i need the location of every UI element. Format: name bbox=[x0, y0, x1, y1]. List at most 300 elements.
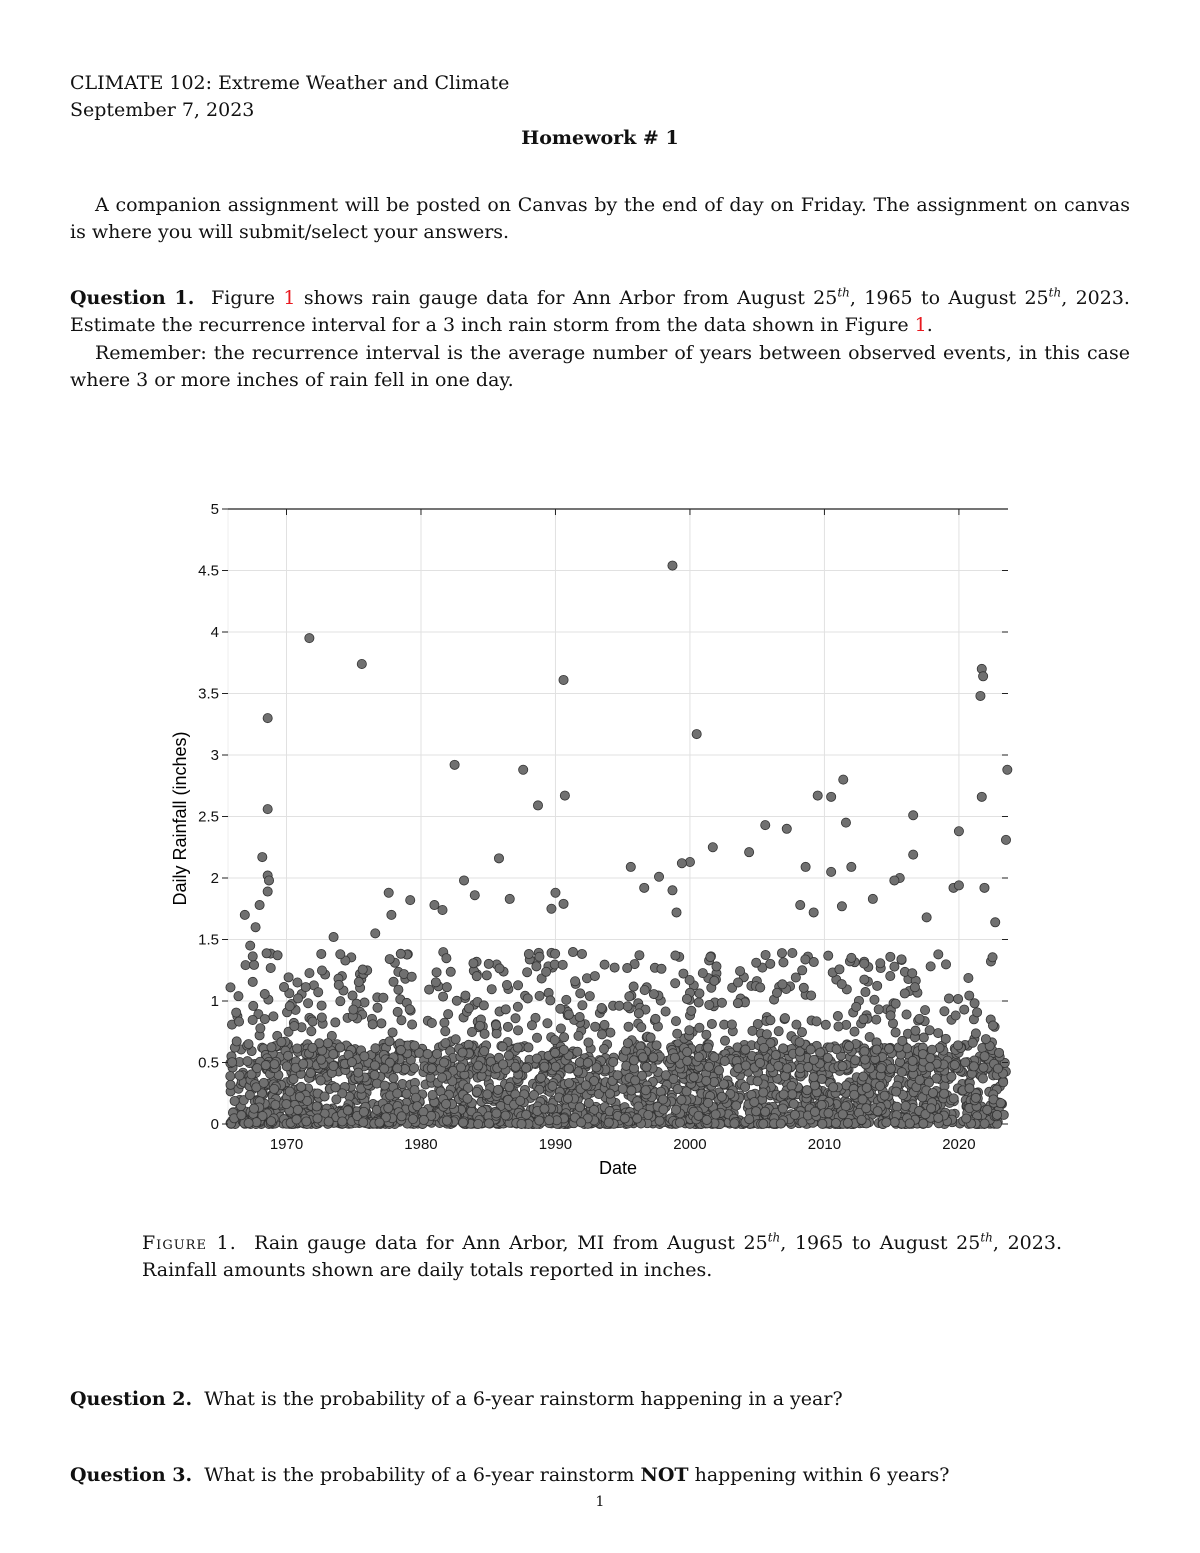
data-point bbox=[638, 1053, 647, 1062]
data-point bbox=[886, 1011, 895, 1020]
data-point bbox=[266, 963, 275, 972]
data-point bbox=[922, 913, 931, 922]
data-point bbox=[235, 1071, 244, 1080]
data-point bbox=[475, 1021, 484, 1030]
data-point bbox=[745, 1115, 754, 1124]
figure-ref-link[interactable]: 1 bbox=[914, 314, 927, 336]
data-point bbox=[559, 675, 568, 684]
data-point bbox=[501, 1005, 510, 1014]
data-point bbox=[908, 1056, 917, 1065]
data-point bbox=[801, 955, 810, 964]
data-point bbox=[234, 992, 243, 1001]
data-point bbox=[782, 824, 791, 833]
q1-text-b: , 1965 to August 25 bbox=[849, 287, 1049, 309]
data-point bbox=[559, 899, 568, 908]
data-point bbox=[467, 1027, 476, 1036]
data-point bbox=[423, 1049, 432, 1058]
q1-text-figure: Figure bbox=[211, 287, 276, 309]
data-point bbox=[529, 1090, 538, 1099]
data-point bbox=[264, 876, 273, 885]
q1-text-d: . bbox=[926, 314, 933, 336]
figure-ref-link[interactable]: 1 bbox=[283, 287, 296, 309]
data-point bbox=[410, 1063, 419, 1072]
data-point bbox=[872, 1015, 881, 1024]
data-point bbox=[640, 883, 649, 892]
data-point bbox=[609, 1057, 618, 1066]
data-point bbox=[859, 1015, 868, 1024]
data-point bbox=[682, 994, 691, 1003]
data-point bbox=[511, 1014, 520, 1023]
data-point bbox=[484, 1119, 493, 1128]
data-point bbox=[255, 900, 264, 909]
data-point bbox=[260, 1014, 269, 1023]
data-point bbox=[556, 1024, 565, 1033]
data-point bbox=[293, 1105, 302, 1114]
data-point bbox=[980, 1052, 989, 1061]
data-point bbox=[824, 951, 833, 960]
data-point bbox=[464, 1004, 473, 1013]
data-point bbox=[704, 1062, 713, 1071]
data-point bbox=[669, 1074, 678, 1083]
data-point bbox=[857, 1115, 866, 1124]
data-point bbox=[885, 1044, 894, 1053]
data-point bbox=[649, 989, 658, 998]
data-point bbox=[312, 1102, 321, 1111]
data-point bbox=[798, 966, 807, 975]
data-point bbox=[717, 998, 726, 1007]
data-point bbox=[766, 959, 775, 968]
data-point bbox=[692, 729, 701, 738]
data-point bbox=[625, 992, 634, 1001]
data-point bbox=[788, 1090, 797, 1099]
data-point bbox=[821, 1020, 830, 1029]
data-point bbox=[237, 1111, 246, 1120]
data-point bbox=[901, 1101, 910, 1110]
question-2-text: What is the probability of a 6-year rainstorm happening in a year? bbox=[204, 1388, 843, 1410]
data-point bbox=[295, 1092, 304, 1101]
data-point bbox=[659, 1105, 668, 1114]
data-point bbox=[613, 1071, 622, 1080]
data-point bbox=[993, 1064, 1002, 1073]
data-point bbox=[474, 1061, 483, 1070]
data-point bbox=[227, 1058, 236, 1067]
y-tick-label: 4.5 bbox=[198, 562, 219, 580]
data-point bbox=[637, 1023, 646, 1032]
data-point bbox=[841, 818, 850, 827]
data-point bbox=[343, 1106, 352, 1115]
data-point bbox=[627, 1086, 636, 1095]
data-point bbox=[658, 1095, 667, 1104]
data-point bbox=[934, 1113, 943, 1122]
data-point bbox=[870, 995, 879, 1004]
data-point bbox=[269, 1012, 278, 1021]
data-point bbox=[972, 1008, 981, 1017]
data-point bbox=[980, 883, 989, 892]
data-point bbox=[720, 1036, 729, 1045]
data-point bbox=[623, 1002, 632, 1011]
x-tick-label: 2010 bbox=[807, 1136, 842, 1153]
data-point bbox=[651, 1014, 660, 1023]
data-point bbox=[262, 949, 271, 958]
data-point bbox=[915, 1075, 924, 1084]
data-point bbox=[953, 1041, 962, 1050]
y-tick-label: 2.5 bbox=[198, 808, 219, 826]
data-point bbox=[646, 1033, 655, 1042]
data-point bbox=[458, 1048, 467, 1057]
data-point bbox=[898, 1036, 907, 1045]
data-point bbox=[629, 982, 638, 991]
data-point bbox=[329, 932, 338, 941]
x-tick-label: 1980 bbox=[404, 1136, 438, 1153]
data-point bbox=[303, 999, 312, 1008]
data-point bbox=[359, 1107, 368, 1116]
data-point bbox=[792, 1020, 801, 1029]
data-point bbox=[623, 963, 632, 972]
data-point bbox=[516, 1096, 525, 1105]
data-point bbox=[542, 967, 551, 976]
data-point bbox=[450, 760, 459, 769]
data-point bbox=[644, 1110, 653, 1119]
data-point bbox=[708, 843, 717, 852]
data-point bbox=[527, 1021, 536, 1030]
caption-label: Figure 1. bbox=[142, 1232, 237, 1254]
data-point bbox=[934, 1028, 943, 1037]
data-point bbox=[671, 1016, 680, 1025]
caption-text-a: Rain gauge data for Ann Arbor, MI from August 25 bbox=[254, 1232, 768, 1254]
data-point bbox=[442, 983, 451, 992]
data-point bbox=[260, 989, 269, 998]
data-point bbox=[501, 1111, 510, 1120]
data-point bbox=[442, 1116, 451, 1125]
data-point bbox=[668, 561, 677, 570]
data-point bbox=[890, 962, 899, 971]
data-point bbox=[809, 1073, 818, 1082]
data-point bbox=[439, 1058, 448, 1067]
data-point bbox=[282, 1100, 291, 1109]
data-point bbox=[965, 1084, 974, 1093]
data-point bbox=[661, 1007, 670, 1016]
data-point bbox=[258, 852, 267, 861]
data-point bbox=[837, 902, 846, 911]
data-point bbox=[604, 1118, 613, 1127]
data-point bbox=[939, 1089, 948, 1098]
data-point bbox=[317, 966, 326, 975]
data-point bbox=[547, 904, 556, 913]
data-point bbox=[583, 1058, 592, 1067]
data-point bbox=[752, 1107, 761, 1116]
data-point bbox=[535, 1116, 544, 1125]
data-point bbox=[305, 968, 314, 977]
data-point bbox=[980, 1119, 989, 1128]
question-2-label: Question 2. bbox=[70, 1388, 193, 1410]
data-point bbox=[652, 1041, 661, 1050]
data-point bbox=[606, 1028, 615, 1037]
data-point bbox=[712, 962, 721, 971]
data-point bbox=[357, 659, 366, 668]
data-point bbox=[232, 1008, 241, 1017]
data-point bbox=[385, 954, 394, 963]
data-point bbox=[495, 964, 504, 973]
data-point bbox=[577, 1118, 586, 1127]
data-point bbox=[953, 994, 962, 1003]
data-point bbox=[348, 991, 357, 1000]
data-point bbox=[523, 968, 532, 977]
data-point bbox=[244, 1118, 253, 1127]
data-point bbox=[635, 951, 644, 960]
data-point bbox=[897, 955, 906, 964]
data-point bbox=[358, 965, 367, 974]
data-point bbox=[720, 1056, 729, 1065]
data-point bbox=[532, 1033, 541, 1042]
data-point bbox=[823, 1053, 832, 1062]
data-point bbox=[927, 1104, 936, 1113]
data-point bbox=[860, 975, 869, 984]
data-point bbox=[493, 1085, 502, 1094]
data-point bbox=[759, 1119, 768, 1128]
data-point bbox=[354, 1068, 363, 1077]
data-point bbox=[379, 993, 388, 1002]
data-point bbox=[317, 949, 326, 958]
data-point bbox=[407, 972, 416, 981]
data-point bbox=[961, 1058, 970, 1067]
q1-text-c: , 2023. Estimate the recurrence interval for a 3 inch rain storm from the data shown in Figure bbox=[70, 287, 1130, 336]
data-point bbox=[788, 948, 797, 957]
data-point bbox=[591, 1022, 600, 1031]
data-point bbox=[308, 1043, 317, 1052]
data-point bbox=[463, 1094, 472, 1103]
data-point bbox=[431, 978, 440, 987]
data-point bbox=[397, 1016, 406, 1025]
question-1-label: Question 1. bbox=[70, 287, 195, 309]
data-point bbox=[317, 1013, 326, 1022]
data-point bbox=[909, 850, 918, 859]
data-point bbox=[397, 1112, 406, 1121]
data-point bbox=[831, 1118, 840, 1127]
data-point bbox=[498, 1042, 507, 1051]
data-point bbox=[380, 1081, 389, 1090]
data-point bbox=[590, 971, 599, 980]
data-point bbox=[806, 1045, 815, 1054]
data-point bbox=[799, 983, 808, 992]
data-point bbox=[891, 999, 900, 1008]
data-point bbox=[710, 976, 719, 985]
data-point bbox=[474, 1119, 483, 1128]
data-point bbox=[370, 1070, 379, 1079]
data-point bbox=[778, 980, 787, 989]
data-point bbox=[862, 1104, 871, 1113]
data-point bbox=[427, 1064, 436, 1073]
data-point bbox=[513, 981, 522, 990]
data-point bbox=[748, 1026, 757, 1035]
data-point bbox=[438, 992, 447, 1001]
data-point bbox=[492, 1029, 501, 1038]
data-point bbox=[880, 1091, 889, 1100]
data-point bbox=[248, 1015, 257, 1024]
data-point bbox=[832, 1045, 841, 1054]
data-point bbox=[978, 1074, 987, 1083]
data-point bbox=[707, 1019, 716, 1028]
data-point bbox=[649, 1053, 658, 1062]
data-point bbox=[876, 959, 885, 968]
data-point bbox=[641, 1086, 650, 1095]
data-point bbox=[551, 888, 560, 897]
data-point bbox=[451, 1035, 460, 1044]
data-point bbox=[480, 1047, 489, 1056]
data-point bbox=[631, 1076, 640, 1085]
question-3-label: Question 3. bbox=[70, 1464, 193, 1486]
data-point bbox=[954, 827, 963, 836]
data-point bbox=[994, 1048, 1003, 1057]
data-point bbox=[727, 1020, 736, 1029]
data-point bbox=[732, 1101, 741, 1110]
data-point bbox=[618, 1084, 627, 1093]
data-point bbox=[954, 881, 963, 890]
data-point bbox=[546, 996, 555, 1005]
data-point bbox=[877, 1064, 886, 1073]
data-point bbox=[926, 1053, 935, 1062]
data-point bbox=[504, 1051, 513, 1060]
data-point bbox=[911, 1026, 920, 1035]
data-point bbox=[777, 948, 786, 957]
data-point bbox=[263, 887, 272, 896]
data-point bbox=[532, 962, 541, 971]
data-point bbox=[370, 1061, 379, 1070]
data-point bbox=[633, 1114, 642, 1123]
data-point bbox=[838, 1110, 847, 1119]
data-point bbox=[761, 821, 770, 830]
data-point bbox=[285, 1002, 294, 1011]
data-point bbox=[909, 811, 918, 820]
data-point bbox=[556, 1004, 565, 1013]
data-point bbox=[927, 1045, 936, 1054]
data-point bbox=[850, 1027, 859, 1036]
data-point bbox=[687, 1006, 696, 1015]
data-point bbox=[694, 1052, 703, 1061]
data-point bbox=[432, 1049, 441, 1058]
data-point bbox=[524, 949, 533, 958]
x-tick-label: 1990 bbox=[538, 1136, 573, 1153]
data-point bbox=[839, 775, 848, 784]
data-point bbox=[411, 1093, 420, 1102]
data-point bbox=[246, 941, 255, 950]
data-point bbox=[293, 978, 302, 987]
data-point bbox=[573, 1047, 582, 1056]
superscript-th: th bbox=[1048, 285, 1062, 300]
data-point bbox=[900, 989, 909, 998]
data-point bbox=[444, 1010, 453, 1019]
data-point bbox=[469, 959, 478, 968]
data-point bbox=[249, 1001, 258, 1010]
x-tick-label: 2000 bbox=[673, 1136, 707, 1153]
data-point bbox=[249, 1104, 258, 1113]
data-point bbox=[578, 1001, 587, 1010]
data-point bbox=[482, 971, 491, 980]
data-point bbox=[654, 872, 663, 881]
data-point bbox=[336, 997, 345, 1006]
data-point bbox=[248, 977, 257, 986]
data-point bbox=[735, 966, 744, 975]
data-point bbox=[491, 1021, 500, 1030]
data-point bbox=[241, 961, 250, 970]
data-point bbox=[796, 900, 805, 909]
superscript-th: th bbox=[837, 285, 850, 300]
question-3 bbox=[70, 1462, 1130, 1489]
data-point bbox=[779, 1044, 788, 1053]
data-point bbox=[772, 988, 781, 997]
data-point bbox=[759, 1088, 768, 1097]
data-point bbox=[971, 1029, 980, 1038]
data-point bbox=[875, 1081, 884, 1090]
data-point bbox=[456, 1063, 465, 1072]
data-point bbox=[292, 1115, 301, 1124]
data-point bbox=[809, 957, 818, 966]
data-point bbox=[783, 1064, 792, 1073]
data-point bbox=[380, 1064, 389, 1073]
data-point bbox=[446, 967, 455, 976]
data-point bbox=[976, 691, 985, 700]
data-point bbox=[671, 951, 680, 960]
data-point bbox=[226, 983, 235, 992]
data-point bbox=[964, 973, 973, 982]
data-point bbox=[389, 1073, 398, 1082]
data-point bbox=[299, 1059, 308, 1068]
data-point bbox=[762, 1030, 771, 1039]
data-point bbox=[230, 1096, 239, 1105]
data-point bbox=[540, 1062, 549, 1071]
question-1 bbox=[70, 285, 1130, 339]
data-point bbox=[941, 960, 950, 969]
data-point bbox=[551, 1062, 560, 1071]
data-point bbox=[818, 1119, 827, 1128]
caption-text-b: , 1965 to August 25 bbox=[780, 1232, 981, 1254]
data-point bbox=[897, 1068, 906, 1077]
data-point bbox=[859, 1072, 868, 1081]
data-point bbox=[851, 1056, 860, 1065]
data-point bbox=[405, 1005, 414, 1014]
data-point bbox=[316, 1076, 325, 1085]
data-point bbox=[999, 1078, 1008, 1087]
data-point bbox=[779, 958, 788, 967]
data-point bbox=[733, 999, 742, 1008]
data-point bbox=[440, 1018, 449, 1027]
data-point bbox=[971, 1093, 980, 1102]
data-point bbox=[685, 857, 694, 866]
q1-text-a: shows rain gauge data for Ann Arbor from August 25 bbox=[303, 287, 838, 309]
data-point bbox=[733, 978, 742, 987]
data-point bbox=[535, 991, 544, 1000]
data-point bbox=[261, 1061, 270, 1070]
data-point bbox=[886, 952, 895, 961]
data-point bbox=[282, 1062, 291, 1071]
data-point bbox=[540, 1104, 549, 1113]
data-point bbox=[452, 996, 461, 1005]
data-point bbox=[270, 1060, 279, 1069]
data-point bbox=[834, 1022, 843, 1031]
data-point bbox=[563, 1094, 572, 1103]
data-point bbox=[615, 1001, 624, 1010]
data-point bbox=[620, 1114, 629, 1123]
data-point bbox=[890, 876, 899, 885]
data-point bbox=[600, 960, 609, 969]
data-point bbox=[677, 1095, 686, 1104]
data-point bbox=[585, 991, 594, 1000]
data-point bbox=[810, 1081, 819, 1090]
data-point bbox=[517, 1119, 526, 1128]
data-point bbox=[284, 973, 293, 982]
data-point bbox=[675, 1118, 684, 1127]
data-point bbox=[575, 1103, 584, 1112]
data-point bbox=[577, 949, 586, 958]
